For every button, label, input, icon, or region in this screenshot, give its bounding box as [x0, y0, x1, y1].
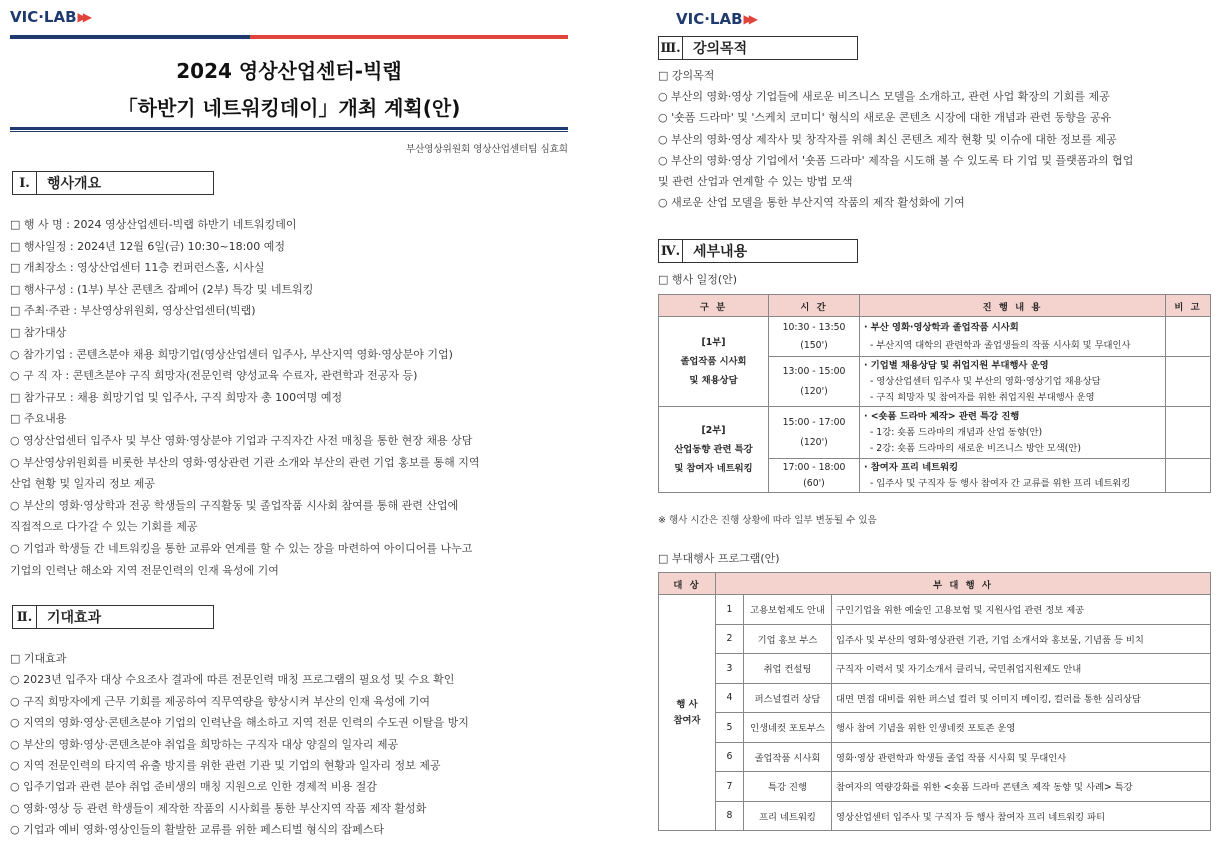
list-item: ○ 입주기업과 관련 분야 취업 준비생의 매칭 지원으로 인한 경제적 비용 절감 — [10, 780, 377, 794]
list-item: ○ 기업과 예비 영화·영상인들의 활발한 교류를 위한 페스티벌 형식의 잡페스타 — [10, 823, 384, 837]
time-cell: 13:00 - 15:00 (120') — [769, 357, 860, 407]
row-number: 6 — [716, 742, 744, 772]
list-item: ○ 부산의 영화·영상·콘텐츠분야 취업을 희망하는 구직자 대상 양질의 일자리 제공 — [10, 737, 399, 751]
part2-cell: [2부] 산업동향 관련 특강 및 참여자 네트워킹 — [659, 407, 769, 493]
schedule-note: ※ 행사 시간은 진행 상황에 따라 일부 변동될 수 있음 — [658, 515, 877, 526]
list-item: ○ 구직 희망자에게 근무 기회를 제공하여 직무역량을 향상시켜 부산의 인재 육성에 기여 — [10, 694, 430, 708]
row-number: 8 — [716, 801, 744, 831]
list-item: ○ 지역 전문인력의 타지역 유출 방지를 위한 관련 기관 및 기업의 현황과 일자리 정보 제공 — [10, 759, 441, 772]
table-row — [659, 742, 1211, 772]
program-desc: 참여자의 역량강화를 위한 <숏폼 드라마 콘텐츠 제작 동향 및 사례> 특강 — [832, 772, 1211, 802]
viclab-logo — [10, 8, 88, 26]
list-item: □ 개최장소 : 영상산업센터 11층 컨퍼런스홀, 시사실 — [10, 261, 265, 275]
schedule-table — [658, 294, 1211, 493]
list-item: □ 참가대상 — [10, 326, 67, 339]
program-desc: 구인기업을 위한 예술인 고용보험 및 지원사업 관련 정보 제공 — [832, 595, 1211, 625]
page-subtitle: 「하반기 네트워킹데이」개최 계획(안) — [117, 96, 461, 120]
target-cell: 행 사 참여자 — [659, 595, 716, 831]
list-item: ○ 기업과 학생들 간 네트워킹을 통한 교류와 연계를 할 수 있는 장을 마련하여 아이디어를 나누고 — [10, 542, 473, 555]
program-desc: 구직자 이력서 및 자기소개서 클리닉, 국민취업지원제도 안내 — [832, 654, 1211, 684]
list-item: ○ 새로운 산업 모델을 통한 부산지역 작품의 제작 활성화에 기여 — [658, 196, 965, 210]
sub-program-table — [658, 572, 1211, 831]
table-row — [659, 683, 1211, 713]
row-number: 7 — [716, 772, 744, 802]
table-row — [659, 772, 1211, 802]
program-desc: 입주사 및 부산의 영화·영상관련 기관, 기업 소개서와 홍보물, 기념품 등 비치 — [832, 624, 1211, 654]
program-name: 졸업작품 시사회 — [744, 742, 832, 772]
row-number: 2 — [716, 624, 744, 654]
section-1-header: Ⅰ. 행사개요 — [12, 171, 214, 195]
title-rule — [10, 127, 568, 130]
list-item: ○ 구 직 자 : 콘텐츠분야 구직 희망자(전문인력 양성교육 수료자, 관련학과 전공자 등) — [10, 369, 418, 383]
row-number: 4 — [716, 683, 744, 713]
logo-play-icon: ▶▶ — [77, 10, 88, 24]
row-number: 3 — [716, 654, 744, 684]
logo-play-icon: ▶▶ — [743, 12, 754, 26]
list-item: 산업 현황 및 일자리 정보 제공 — [10, 477, 155, 491]
program-name: 특강 진행 — [744, 772, 832, 802]
part1-cell: [1부] 졸업작품 시사회 및 채용상담 — [659, 317, 769, 407]
program-name: 프리 네트워킹 — [744, 801, 832, 831]
list-item: 직접적으로 다가갈 수 있는 기회를 제공 — [10, 520, 198, 534]
list-item: □ 강의목적 — [658, 69, 715, 82]
program-name: 기업 홍보 부스 — [744, 624, 832, 654]
program-desc: 대면 면접 대비를 위한 퍼스널 컬러 및 이미지 메이킹, 컬러를 통한 심리상담 — [832, 683, 1211, 713]
list-item: ○ '숏폼 드라마' 및 '스케치 코미디' 형식의 새로운 콘텐츠 시장에 대한 개념과 관련 동향을 공유 — [658, 111, 1112, 125]
list-item: ○ 2023년 입주자 대상 수요조사 결과에 따른 전문인력 매칭 프로그램의 필요성 및 수요 확인 — [10, 673, 455, 687]
list-item: □ 행 사 명 : 2024 영상산업센터-빅랩 하반기 네트워킹데이 — [10, 218, 297, 231]
list-item: ○ 부산의 영화·영상학과 전공 학생들의 구직활동 및 졸업작품 시사회 참여를 통해 관련 산업에 — [10, 498, 459, 512]
list-item: □ 참가규모 : 채용 희망기업 및 입주사, 구직 희망자 총 100여명 예정 — [10, 390, 343, 404]
list-item: □ 주요내용 — [10, 412, 67, 426]
table-row — [659, 801, 1211, 831]
list-item: ○ 부산의 영화·영상 기업에서 '숏폼 드라마' 제작을 시도해 볼 수 있도록 타 기업 및 플랫폼과의 협업 — [658, 153, 1134, 167]
list-item: 및 관련 산업과 연계할 수 있는 방법 모색 — [658, 175, 853, 188]
header-rule — [10, 35, 568, 39]
section-3-header: Ⅲ. 강의목적 — [658, 36, 858, 60]
list-item: □ 주최·주관 : 부산영상위원회, 영상산업센터(빅랩) — [10, 304, 256, 318]
table-row — [659, 624, 1211, 654]
list-item: □ 행사일정 : 2024년 12월 6일(금) 10:30~18:00 예정 — [10, 239, 286, 253]
content-cell: · <숏폼 드라마 제작> 관련 특강 진행 - 1강: 숏폼 드라마의 개념과 산업 동향(안) - 2강: 숏폼 드라마의 새로운 비즈니스 방안 모색(안) — [860, 407, 1166, 459]
row-number: 5 — [716, 713, 744, 743]
program-name: 고용보험제도 안내 — [744, 595, 832, 625]
program-name: 취업 컨설팅 — [744, 654, 832, 684]
content-cell: · 기업별 채용상담 및 취업지원 부대행사 운영 - 영상산업센터 입주사 및 부산의 영화·영상기업 채용상담 - 구직 희망자 및 참여자를 위한 취업지원 부대행사 운영 — [860, 357, 1166, 407]
schedule-title: □ 행사 일정(안) — [658, 273, 738, 286]
sub-header-row: 대 상 부 대 행 사 — [659, 573, 1211, 595]
table-row — [659, 407, 1211, 459]
program-name: 인생네컷 포토부스 — [744, 713, 832, 743]
table-row — [659, 654, 1211, 684]
page-title: 2024 영상산업센터-빅랩 — [176, 59, 402, 83]
list-item: □ 기대효과 — [10, 652, 67, 665]
time-cell: 10:30 - 13:50 (150') — [769, 317, 860, 357]
list-item: 기업의 인력난 해소와 지역 전문인력의 인재 육성에 기여 — [10, 563, 279, 577]
list-item: ○ 부산영상위원회를 비롯한 부산의 영화·영상관련 기관 소개와 부산의 관련 기업 홍보를 통해 지역 — [10, 455, 480, 469]
section-2-header: Ⅱ. 기대효과 — [12, 605, 214, 629]
list-item: ○ 지역의 영화·영상·콘텐츠분야 기업의 인력난을 해소하고 지역 전문 인력의 수도권 이탈을 방지 — [10, 716, 469, 730]
sub-program-title: □ 부대행사 프로그램(안) — [658, 552, 780, 565]
list-item: ○ 참가기업 : 콘텐츠분야 채용 희망기업(영상산업센터 입주사, 부산지역 영화·영상분야 기업) — [10, 347, 453, 361]
author-org: 부산영상위원회 영상산업센터팀 심효희 — [405, 144, 568, 155]
viclab-logo-right: VIC·LAB ▶▶ — [676, 10, 754, 28]
content-cell: · 부산 영화·영상학과 졸업작품 시사회 - 부산지역 대학의 관련학과 졸업생들의 작품 시사회 및 무대인사 — [860, 317, 1166, 357]
row-number: 1 — [716, 595, 744, 625]
table-row — [659, 595, 1211, 625]
list-item: ○ 영화·영상 등 관련 학생들이 제작한 작품의 시사회를 통한 부산지역 작품 제작 활성화 — [10, 801, 427, 815]
program-name: 퍼스널컬러 상담 — [744, 683, 832, 713]
program-desc: 행사 참여 기념을 위한 인생네컷 포토존 운영 — [832, 713, 1211, 743]
logo-text: VIC·LAB — [10, 8, 77, 26]
time-cell: 15:00 - 17:00 (120') — [769, 407, 860, 459]
program-desc: 영상산업센터 입주사 및 구직자 등 행사 참여자 프리 네트워킹 파티 — [832, 801, 1211, 831]
schedule-header-row: 구 분 시 간 진 행 내 용 비 고 — [659, 295, 1211, 317]
list-item: ○ 영상산업센터 입주사 및 부산 영화·영상분야 기업과 구직자간 사전 매칭을 통한 현장 채용 상담 — [10, 434, 473, 447]
table-row — [659, 713, 1211, 743]
program-desc: 영화·영상 관련학과 학생들 졸업 작품 시사회 및 무대인사 — [832, 742, 1211, 772]
table-row — [659, 317, 1211, 357]
list-item: □ 행사구성 : (1부) 부산 콘텐츠 잡페어 (2부) 특강 및 네트워킹 — [10, 282, 314, 296]
list-item: ○ 부산의 영화·영상 기업들에 새로운 비즈니스 모델을 소개하고, 관련 사업 확장의 기회를 제공 — [658, 90, 1110, 104]
content-cell: · 참여자 프리 네트워킹 - 입주사 및 구직자 등 행사 참여자 간 교류를 위한 프리 네트워킹 — [860, 459, 1166, 493]
section-4-header: Ⅳ. 세부내용 — [658, 239, 858, 263]
list-item: ○ 부산의 영화·영상 제작사 및 창작자를 위해 최신 콘텐츠 제작 현황 및 이슈에 대한 정보를 제공 — [658, 132, 1117, 146]
time-cell: 17:00 - 18:00 (60') — [769, 459, 860, 493]
